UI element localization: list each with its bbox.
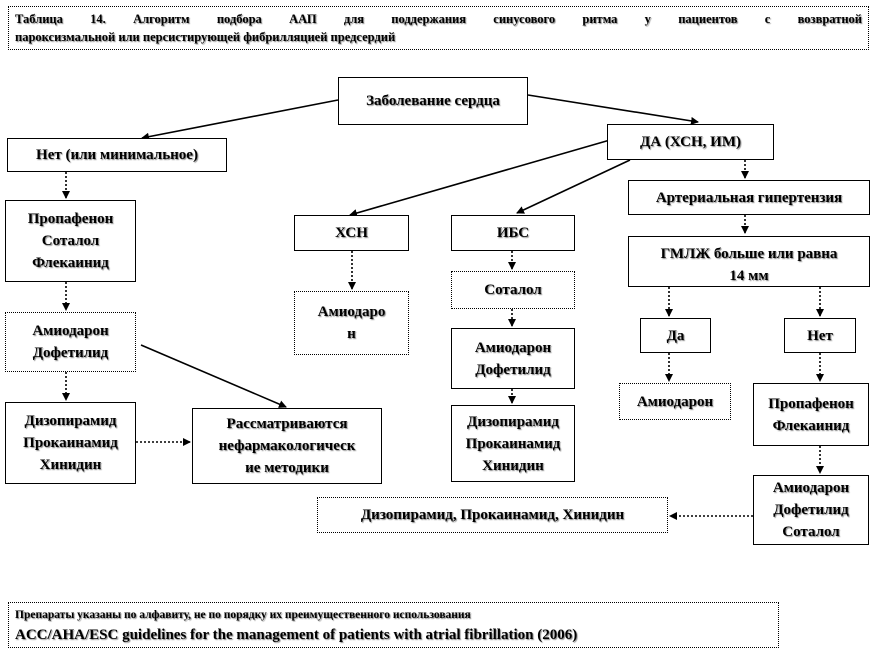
node-lvh-yes: Да [640,318,711,353]
node-yes-hf-mi: ДА (ХСН, ИМ) [607,124,774,160]
node-nonpharm: Рассматриваются нефармакологическ ие методики [192,408,382,484]
node-lvh-yes-amiodarone: Амиодарон [619,383,731,420]
node-col1-third: Дизопирамид Прокаинамид Хинидин [5,402,136,484]
footnote [8,602,779,648]
node-ihd: ИБС [451,215,575,251]
node-hf: ХСН [294,215,409,251]
node-ihd-third: Дизопирамид Прокаинамид Хинидин [451,405,575,482]
title-line-1: Таблица 14. Алгоритм подбора ААП для поддержания синусового ритма у пациентов с возвратной [15,12,862,26]
title-line-2: пароксизмальной или персистирующей фибрилляцией предсердий [15,30,396,44]
node-ihd-sotalol: Соталол [451,271,575,309]
arrow-yes-to-hf [350,140,610,215]
node-bottom-options: Дизопирамид, Прокаинамид, Хинидин [317,497,668,533]
footnote-line-2: ACC/AHA/ESC guidelines for the management of patients with atrial fibrillation (2006) [15,627,578,643]
node-hypertension: Артериальная гипертензия [628,180,870,215]
node-lvh-no-first: Пропафенон Флекаинид [753,383,869,446]
node-lvh: ГМЛЖ больше или равна 14 мм [628,236,870,287]
table-title [8,6,869,50]
node-lvh-no: Нет [784,318,856,353]
node-hf-amiodarone: Амиодаро н [294,291,409,355]
arrow-col1-second-to-nonpharm [141,345,286,407]
arrow-yes-to-ihd [517,160,630,213]
node-col1-second: Амиодарон Дофетилид [5,312,136,372]
footnote-line-1: Препараты указаны по алфавиту, не по порядку их преимущественного использования [15,609,471,621]
node-no-minimal: Нет (или минимальное) [7,138,227,172]
arrow-heart-to-yes [528,95,698,122]
node-lvh-no-second: Амиодарон Дофетилид Соталол [753,475,869,545]
arrow-heart-to-no [142,100,338,138]
node-ihd-second: Амиодарон Дофетилид [451,328,575,389]
node-heart-disease: Заболевание сердца [338,77,528,125]
node-col1-first: Пропафенон Соталол Флекаинид [5,200,136,282]
